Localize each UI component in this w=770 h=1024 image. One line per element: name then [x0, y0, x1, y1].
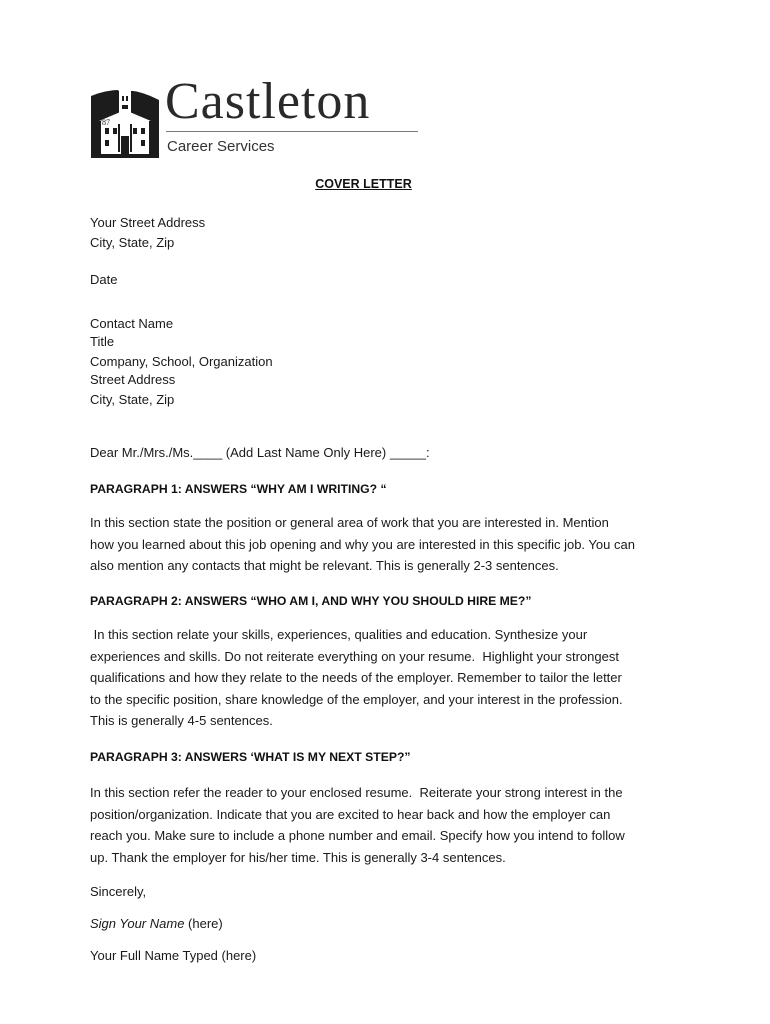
paragraph-2-body	[90, 624, 690, 732]
recipient-company: Company, School, Organization	[90, 354, 273, 369]
logo-year: 1787	[94, 118, 110, 127]
sender-city: City, State, Zip	[90, 235, 175, 250]
sender-street: Your Street Address	[90, 215, 206, 230]
paragraph-2-line: to the specific position, share knowledge of the employer, and your interest in the profession.	[90, 691, 623, 707]
signature-placeholder: Sign Your Name	[90, 916, 185, 931]
recipient-title: Title	[90, 334, 115, 349]
recipient-city: City, State, Zip	[90, 392, 175, 407]
paragraph-3-heading: PARAGRAPH 3: ANSWERS ‘WHAT IS MY NEXT STEP?”	[90, 750, 411, 764]
paragraph-2-line: qualifications and how they relate to the needs of the employer. Remember to tailor the letter	[90, 670, 622, 685]
salutation: Dear Mr./Mrs./Ms.____ (Add Last Name Only Here) _____:	[90, 445, 430, 460]
paragraph-3-line: up. Thank the employer for his/her time. This is generally 3-4 sentences.	[90, 849, 506, 865]
paragraph-3-line: In this section refer the reader to your enclosed resume. Reiterate your strong interest in the	[90, 785, 623, 800]
paragraph-1-line: also mention any contacts that might be relevant. This is generally 2-3 sentences.	[90, 558, 559, 573]
paragraph-1-line: In this section state the position or general area of work that you are interested in. Mention	[90, 515, 609, 530]
paragraph-2-line: In this section relate your skills, experiences, qualities and education. Synthesize your	[90, 627, 588, 642]
castleton-logo	[91, 72, 421, 162]
recipient-contact: Contact Name	[90, 316, 174, 331]
paragraph-1-line: how you learned about this job opening and why you are interested in this specific job. You can	[90, 536, 635, 552]
date-line: Date	[90, 272, 118, 287]
logo-divider	[166, 131, 418, 132]
logo-subtitle: Career Services	[167, 138, 275, 155]
paragraph-3-line: position/organization. Indicate that you are excited to hear back and how the employer can	[90, 806, 611, 822]
paragraph-2-heading: PARAGRAPH 2: ANSWERS “WHO AM I, AND WHY YOU SHOULD HIRE ME?”	[90, 594, 532, 608]
logo-wordmark: Castleton	[165, 73, 371, 130]
paragraph-2-line: experiences and skills. Do not reiterate everything on your resume. Highlight your strongest	[90, 648, 619, 664]
paragraph-1-heading: PARAGRAPH 1: ANSWERS “WHY AM I WRITING? “	[90, 482, 387, 496]
document-title: COVER LETTER	[315, 177, 412, 191]
signature-suffix: (here)	[184, 916, 223, 931]
paragraph-3-line: reach you. Make sure to include a phone number and email. Specify how you intend to follow	[90, 828, 625, 843]
paragraph-2-line: This is generally 4-5 sentences.	[90, 713, 273, 728]
signature-line	[90, 915, 223, 933]
closing: Sincerely,	[90, 884, 147, 899]
recipient-street: Street Address	[90, 372, 176, 387]
paragraph-1-body	[90, 512, 690, 577]
castleton-building-emblem	[91, 74, 159, 158]
paragraph-3-body	[90, 782, 690, 868]
typed-name: Your Full Name Typed (here)	[90, 948, 257, 963]
